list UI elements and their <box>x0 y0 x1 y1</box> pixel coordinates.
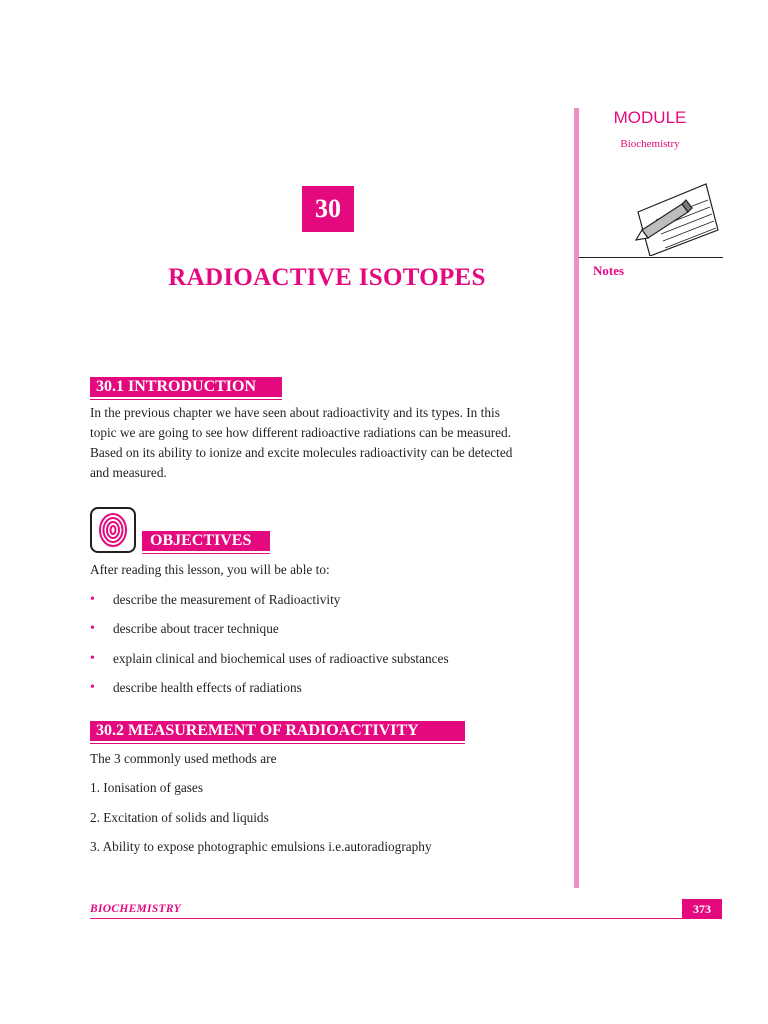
objectives-lead: After reading this lesson, you will be able to: <box>90 562 330 577</box>
chapter-number: 30 <box>302 186 354 232</box>
bullet-icon: • <box>90 651 95 666</box>
intro-line: In the previous chapter we have seen about radioactivity and its types. In this <box>90 405 500 420</box>
objective-item: describe about tracer technique <box>113 621 279 636</box>
objective-item: explain clinical and biochemical uses of radioactive substances <box>113 651 449 666</box>
notes-divider <box>579 257 723 258</box>
bullet-icon: • <box>90 621 95 636</box>
intro-line: and measured. <box>90 465 167 480</box>
notepad-pencil-icon <box>628 180 720 256</box>
chapter-title: RADIOACTIVE ISOTOPES <box>168 264 486 291</box>
notes-label: Notes <box>593 263 625 278</box>
section-heading-measurement: 30.2 MEASUREMENT OF RADIOACTIVITY <box>90 721 465 741</box>
intro-line: Based on its ability to ionize and excite molecules radioactivity can be detected <box>90 445 513 460</box>
target-icon <box>90 507 136 553</box>
bullet-icon: • <box>90 680 95 695</box>
section-heading-objectives: OBJECTIVES <box>142 531 270 551</box>
footer-subject: BIOCHEMISTRY <box>90 903 181 915</box>
footer-divider <box>90 918 722 919</box>
objective-item: describe the measurement of Radioactivity <box>113 592 341 607</box>
sidebar-divider <box>574 108 579 888</box>
method-item: 3. Ability to expose photographic emulsions i.e.autoradiography <box>90 839 432 854</box>
page-number: 373 <box>682 899 722 919</box>
bullet-icon: • <box>90 592 95 607</box>
objective-item: describe health effects of radiations <box>113 680 302 695</box>
module-title: MODULE <box>613 108 687 127</box>
method-item: 1. Ionisation of gases <box>90 780 204 795</box>
intro-paragraph <box>90 403 568 483</box>
module-subtitle: Biochemistry <box>620 138 680 150</box>
method-item: 2. Excitation of solids and liquids <box>90 810 269 825</box>
measurement-lead: The 3 commonly used methods are <box>90 751 277 766</box>
section-heading-introduction: 30.1 INTRODUCTION <box>90 377 282 397</box>
intro-line: topic we are going to see how different radioactive radiations can be measured. <box>90 425 512 440</box>
